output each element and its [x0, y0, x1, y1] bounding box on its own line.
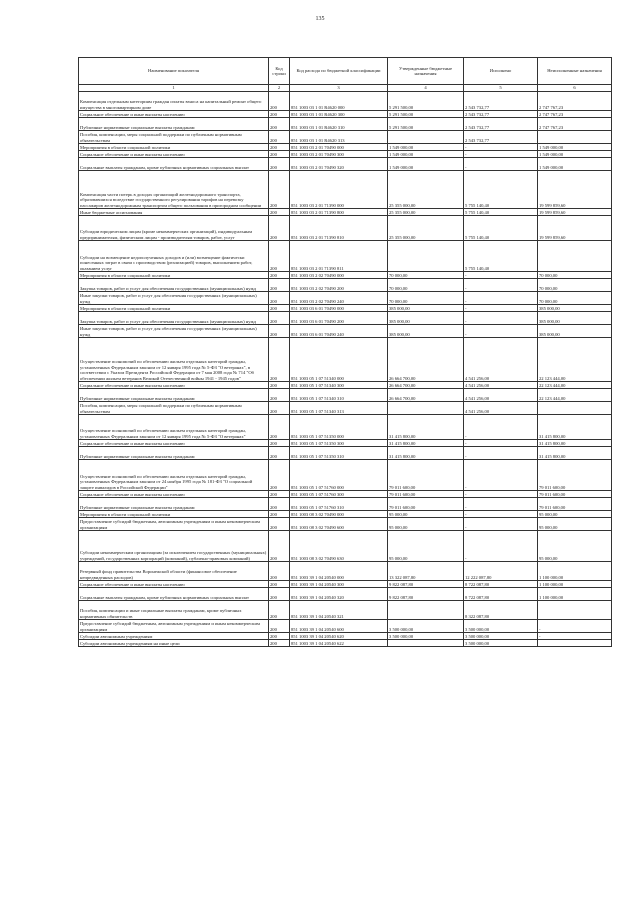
row-executed: - [464, 279, 538, 292]
row-approved: 3 500 000,00 [388, 620, 464, 633]
header-budget-code: Код расхода по бюджетной классификации [290, 58, 388, 85]
row-approved: 26 664 700,00 [388, 338, 464, 382]
row-name: Компенсация отдельным категориям граждан оплаты взноса на капитальный ремонт общего имущества в многоквартирном доме [79, 92, 269, 111]
row-executed: 2 543 732,77 [464, 118, 538, 131]
row-executed: - [464, 498, 538, 511]
row-budget-code: 851 1003 03 2 01 71390 800 [290, 209, 388, 216]
row-executed: 12 222 087,80 [464, 562, 538, 581]
row-budget-code: 851 1003 39 1 04 20540 600 [290, 620, 388, 633]
row-name: Иные закупки товаров, работ и услуг для обеспечения государственных (муниципальных) нужд [79, 292, 269, 305]
row-unexecuted: 79 011 600,00 [538, 460, 612, 491]
row-name: Публичные нормативные социальные выплаты гражданам [79, 447, 269, 460]
row-approved: 25 355 000,00 [388, 209, 464, 216]
row-approved: 25 355 000,00 [388, 216, 464, 241]
table-row [79, 272, 612, 279]
row-approved: 1 549 000,00 [388, 158, 464, 171]
table-row [79, 640, 612, 647]
row-line-code: 200 [269, 118, 290, 131]
row-name: Социальное обеспечение и иные выплаты населению [79, 111, 269, 118]
row-approved: 26 664 700,00 [388, 382, 464, 389]
table-row [79, 131, 612, 144]
row-approved: 5 291 500,00 [388, 111, 464, 118]
row-unexecuted: 1 100 000,00 [538, 588, 612, 601]
row-budget-code: 851 1003 03 2 02 70490 000 [290, 272, 388, 279]
row-line-code: 200 [269, 531, 290, 562]
row-unexecuted: 31 415 800,00 [538, 415, 612, 440]
table-row [79, 292, 612, 305]
row-executed: 8 322 087,80 [464, 601, 538, 620]
row-unexecuted [538, 131, 612, 144]
column-index-row [79, 85, 612, 92]
row-name: Мероприятия в области социальной политики [79, 272, 269, 279]
table-row [79, 460, 612, 491]
row-budget-code: 851 1003 03 2 01 71390 810 [290, 216, 388, 241]
row-line-code: 200 [269, 279, 290, 292]
row-line-code: 200 [269, 131, 290, 144]
row-executed: - [464, 292, 538, 305]
row-budget-code: 851 1003 05 1 07 51350 310 [290, 447, 388, 460]
row-unexecuted: 19 599 859,60 [538, 171, 612, 209]
row-name: Социальное обеспечение и иные выплаты населению [79, 581, 269, 588]
column-index: 3 [290, 85, 388, 92]
row-unexecuted [538, 601, 612, 620]
row-line-code: 200 [269, 171, 290, 209]
row-budget-code: 851 1003 03 2 02 70490 240 [290, 292, 388, 305]
row-executed: 8 722 087,80 [464, 581, 538, 588]
row-unexecuted: 31 415 800,00 [538, 440, 612, 447]
row-approved: 9 822 087,80 [388, 581, 464, 588]
row-budget-code: 851 1003 05 1 07 51760 000 [290, 460, 388, 491]
row-name: Пособия, компенсации, меры социальной поддержки по публичным нормативным обязательствам [79, 402, 269, 415]
row-approved: 70 000,00 [388, 279, 464, 292]
table-row [79, 279, 612, 292]
row-name: Пособия, компенсации и иные социальные выплаты гражданам, кроме публичных нормативных обязательств [79, 601, 269, 620]
row-approved: 79 011 600,00 [388, 491, 464, 498]
row-line-code: 200 [269, 325, 290, 338]
row-executed: 4 541 256,00 [464, 402, 538, 415]
row-executed: 4 541 256,00 [464, 389, 538, 402]
table-row [79, 581, 612, 588]
row-executed: - [464, 305, 538, 312]
row-line-code: 200 [269, 402, 290, 415]
row-name: Предоставление субсидий бюджетным, автономным учреждениям и иным некоммерческим организациям [79, 620, 269, 633]
table-row [79, 491, 612, 498]
table-row [79, 216, 612, 241]
table-row [79, 633, 612, 640]
row-line-code: 200 [269, 144, 290, 151]
row-line-code: 200 [269, 581, 290, 588]
row-unexecuted: - [538, 620, 612, 633]
row-unexecuted: 22 123 444,00 [538, 338, 612, 382]
row-approved: 70 000,00 [388, 272, 464, 279]
row-unexecuted: 70 000,00 [538, 292, 612, 305]
row-unexecuted: 2 747 767,23 [538, 118, 612, 131]
column-index: 4 [388, 85, 464, 92]
row-name: Социальное обеспечение и иные выплаты населению [79, 491, 269, 498]
row-executed: - [464, 415, 538, 440]
table-row [79, 158, 612, 171]
row-unexecuted: 1 549 000,00 [538, 144, 612, 151]
row-budget-code: 851 1003 39 1 04 20540 000 [290, 562, 388, 581]
row-line-code: 200 [269, 305, 290, 312]
table-row [79, 518, 612, 531]
row-approved: 13 322 087,80 [388, 562, 464, 581]
row-line-code: 200 [269, 312, 290, 325]
row-unexecuted: 19 599 859,60 [538, 209, 612, 216]
table-row [79, 144, 612, 151]
row-approved [388, 640, 464, 647]
row-name: Социальное обеспечение и иные выплаты населению [79, 151, 269, 158]
row-line-code: 200 [269, 216, 290, 241]
row-name: Субсидии некоммерческим организациям (за исключением государственных (муниципальных) учреждений, государственных корпораций (компаний), публично-правовых компаний) [79, 531, 269, 562]
row-line-code: 200 [269, 620, 290, 633]
row-approved: 95 000,00 [388, 511, 464, 518]
row-line-code: 200 [269, 272, 290, 279]
row-budget-code: 851 1003 03 2 01 71390 000 [290, 171, 388, 209]
row-line-code: 200 [269, 491, 290, 498]
row-unexecuted: 70 000,00 [538, 279, 612, 292]
row-unexecuted: 95 000,00 [538, 511, 612, 518]
row-budget-code: 851 1003 39 1 04 20540 321 [290, 601, 388, 620]
row-name: Социальное обеспечение и иные выплаты населению [79, 382, 269, 389]
row-budget-code: 851 1003 39 1 04 20540 622 [290, 640, 388, 647]
row-name: Социальные выплаты гражданам, кроме публичных нормативных социальных выплат [79, 158, 269, 171]
row-approved: 31 415 800,00 [388, 440, 464, 447]
row-line-code: 200 [269, 389, 290, 402]
row-executed: - [464, 447, 538, 460]
table-row [79, 415, 612, 440]
row-executed: - [464, 312, 538, 325]
row-budget-code: 851 1003 39 1 04 20540 300 [290, 581, 388, 588]
row-name: Иные бюджетные ассигнования [79, 209, 269, 216]
row-approved [388, 601, 464, 620]
row-executed: 4 541 256,00 [464, 338, 538, 382]
row-unexecuted [538, 640, 612, 647]
row-approved: 1 549 000,00 [388, 151, 464, 158]
row-executed: - [464, 531, 538, 562]
row-unexecuted: 31 415 800,00 [538, 447, 612, 460]
row-unexecuted: 79 011 600,00 [538, 491, 612, 498]
table-row [79, 382, 612, 389]
row-approved: 26 664 700,00 [388, 389, 464, 402]
row-approved: 1 549 000,00 [388, 144, 464, 151]
row-name: Социальные выплаты гражданам, кроме публичных нормативных социальных выплат [79, 588, 269, 601]
row-budget-code: 851 1003 03 2 02 70490 200 [290, 279, 388, 292]
row-line-code: 200 [269, 209, 290, 216]
table-row [79, 447, 612, 460]
table-row [79, 171, 612, 209]
table-row [79, 305, 612, 312]
row-name: Закупка товаров, работ и услуг для обеспечения государственных (муниципальных) нужд [79, 279, 269, 292]
row-executed: 2 543 732,77 [464, 131, 538, 144]
row-approved [388, 131, 464, 144]
row-approved: 95 000,00 [388, 518, 464, 531]
row-unexecuted: 95 000,00 [538, 531, 612, 562]
row-executed: 5 755 140,40 [464, 241, 538, 272]
row-name: Субсидии юридическим лицам (кроме некоммерческих организаций), индивидуальным предпринимателям, физическим лицам - производителям товаров, работ, услуг [79, 216, 269, 241]
row-executed: - [464, 460, 538, 491]
row-executed: - [464, 272, 538, 279]
row-budget-code: 851 1003 05 1 07 51340 300 [290, 382, 388, 389]
row-executed: 5 755 140,40 [464, 171, 538, 209]
row-budget-code: 851 1003 05 1 07 51350 300 [290, 440, 388, 447]
row-line-code: 200 [269, 241, 290, 272]
row-budget-code: 851 1003 05 1 07 51760 310 [290, 498, 388, 511]
row-unexecuted: 385 000,00 [538, 305, 612, 312]
header-unexecuted: Неисполненные назначения [538, 58, 612, 85]
row-approved: 385 000,00 [388, 325, 464, 338]
table-row [79, 209, 612, 216]
row-budget-code: 851 1003 05 1 07 51340 000 [290, 338, 388, 382]
row-executed: - [464, 151, 538, 158]
column-index: 1 [79, 85, 269, 92]
row-executed: 4 541 256,00 [464, 382, 538, 389]
row-budget-code: 851 1003 05 1 07 51340 310 [290, 389, 388, 402]
row-executed: 5 755 140,40 [464, 209, 538, 216]
table-row [79, 111, 612, 118]
row-approved [388, 241, 464, 272]
table-row [79, 562, 612, 581]
row-unexecuted: 1 100 000,00 [538, 562, 612, 581]
row-executed: 3 500 000,00 [464, 633, 538, 640]
row-unexecuted: 2 747 767,23 [538, 92, 612, 111]
page-number: 135 [315, 16, 325, 22]
row-executed: - [464, 518, 538, 531]
row-unexecuted: 1 549 000,00 [538, 151, 612, 158]
table-row [79, 325, 612, 338]
row-line-code: 200 [269, 460, 290, 491]
row-budget-code: 851 1003 08 3 02 70490 630 [290, 531, 388, 562]
table-row [79, 511, 612, 518]
row-unexecuted: 2 747 767,23 [538, 111, 612, 118]
header-name: Наименование показателя [79, 58, 269, 85]
row-budget-code: 851 1003 03 1 01 R4620 313 [290, 131, 388, 144]
row-approved: 79 011 600,00 [388, 460, 464, 491]
row-approved: 385 000,00 [388, 305, 464, 312]
row-name: Субсидии на возмещение недополученных доходов и (или) возмещение фактически понесенных затрат в связи с производством (реализацией) товаров, выполнением работ, оказанием услуг [79, 241, 269, 272]
row-line-code: 200 [269, 588, 290, 601]
row-unexecuted: 22 123 444,00 [538, 382, 612, 389]
row-line-code: 200 [269, 562, 290, 581]
row-approved: 5 291 500,00 [388, 92, 464, 111]
row-executed: 3 500 000,00 [464, 620, 538, 633]
row-name: Субсидии автономным учреждениям [79, 633, 269, 640]
table-row [79, 338, 612, 382]
row-name: Мероприятия в области социальной политики [79, 511, 269, 518]
table-row [79, 440, 612, 447]
row-name: Публичные нормативные социальные выплаты гражданам [79, 118, 269, 131]
row-unexecuted: 385 000,00 [538, 325, 612, 338]
row-name: Предоставление субсидий бюджетным, автономным учреждениям и иным некоммерческим организациям [79, 518, 269, 531]
row-budget-code: 851 1003 03 6 01 70490 000 [290, 305, 388, 312]
row-executed: 5 755 140,40 [464, 216, 538, 241]
table-row [79, 620, 612, 633]
row-line-code: 200 [269, 440, 290, 447]
row-name: Резервный фонд правительства Воронежской области (финансовое обеспечение непредвиденных расходов) [79, 562, 269, 581]
row-approved [388, 402, 464, 415]
header-executed: Исполнено [464, 58, 538, 85]
row-line-code: 200 [269, 447, 290, 460]
row-unexecuted: 95 000,00 [538, 518, 612, 531]
row-line-code: 200 [269, 633, 290, 640]
table-row [79, 92, 612, 111]
row-line-code: 200 [269, 518, 290, 531]
row-name: Осуществление полномочий по обеспечению жильем отдельных категорий граждан, установленных Федеральным законом от 12 января 1995 года № 5-ФЗ "О ветеранах", в соответствии с Указом Президента Российской Федерации от 7 мая 2008 года № 714 "Об обеспечении жильем ветеранов Великой Отечественной войны 1941 - 1945 годов" [79, 338, 269, 382]
row-executed: 8 722 087,80 [464, 588, 538, 601]
row-line-code: 200 [269, 292, 290, 305]
row-executed: 2 543 732,77 [464, 92, 538, 111]
table-row [79, 531, 612, 562]
header-line-code: Код строки [269, 58, 290, 85]
row-name: Публичные нормативные социальные выплаты гражданам [79, 498, 269, 511]
row-line-code: 200 [269, 601, 290, 620]
row-unexecuted: 79 011 600,00 [538, 498, 612, 511]
row-approved: 3 500 000,00 [388, 633, 464, 640]
row-name: Субсидии автономным учреждениям на иные цели [79, 640, 269, 647]
row-name: Пособия, компенсации, меры социальной поддержки по публичным нормативным обязательствам [79, 131, 269, 144]
row-budget-code: 851 1003 03 6 01 70490 200 [290, 312, 388, 325]
row-approved: 9 822 087,80 [388, 588, 464, 601]
row-name: Иные закупки товаров, работ и услуг для обеспечения государственных (муниципальных) нужд [79, 325, 269, 338]
row-unexecuted: 1 100 000,00 [538, 581, 612, 588]
row-line-code: 200 [269, 111, 290, 118]
row-line-code: 200 [269, 511, 290, 518]
table-row [79, 118, 612, 131]
row-unexecuted: 385 000,00 [538, 312, 612, 325]
row-approved: 25 355 000,00 [388, 171, 464, 209]
row-line-code: 200 [269, 151, 290, 158]
row-name: Закупка товаров, работ и услуг для обеспечения государственных (муниципальных) нужд [79, 312, 269, 325]
row-approved: 79 011 600,00 [388, 498, 464, 511]
row-approved: 31 415 800,00 [388, 447, 464, 460]
row-executed: - [464, 144, 538, 151]
row-budget-code: 851 1003 39 1 04 20540 620 [290, 633, 388, 640]
row-budget-code: 851 1003 03 6 01 70490 240 [290, 325, 388, 338]
row-budget-code: 851 1003 39 1 04 20540 320 [290, 588, 388, 601]
row-budget-code: 851 1003 05 1 07 51340 313 [290, 402, 388, 415]
row-executed: - [464, 511, 538, 518]
row-line-code: 200 [269, 92, 290, 111]
row-line-code: 200 [269, 415, 290, 440]
row-unexecuted [538, 241, 612, 272]
row-line-code: 200 [269, 158, 290, 171]
row-budget-code: 851 1003 03 2 01 70490 300 [290, 151, 388, 158]
row-executed: 2 543 732,77 [464, 111, 538, 118]
row-executed: - [464, 440, 538, 447]
table-row [79, 241, 612, 272]
row-budget-code: 851 1003 08 3 02 70490 600 [290, 518, 388, 531]
row-approved: 31 415 800,00 [388, 415, 464, 440]
row-approved: 5 291 500,00 [388, 118, 464, 131]
row-budget-code: 851 1003 03 1 01 R4620 000 [290, 92, 388, 111]
row-approved: 385 000,00 [388, 312, 464, 325]
table-row [79, 402, 612, 415]
row-line-code: 200 [269, 382, 290, 389]
row-name: Компенсация части потерь в доходах организаций железнодорожного транспорта, образовавшихся вследствие государственного регулирования тарифов на перевозку пассажиров железнодорожным транспортом общего пользования в пригородном сообщении [79, 171, 269, 209]
budget-execution-table [78, 57, 612, 647]
column-index: 2 [269, 85, 290, 92]
row-unexecuted: 22 123 444,00 [538, 389, 612, 402]
row-line-code: 200 [269, 338, 290, 382]
table-row [79, 151, 612, 158]
row-unexecuted: - [538, 633, 612, 640]
row-executed: - [464, 158, 538, 171]
row-name: Социальное обеспечение и иные выплаты населению [79, 440, 269, 447]
table-row [79, 588, 612, 601]
row-unexecuted: 1 549 000,00 [538, 158, 612, 171]
row-name: Осуществление полномочий по обеспечению жильем отдельных категорий граждан, установленных Федеральным законом от 24 ноября 1995 года № 181-ФЗ "О социальной защите инвалидов в Российской Федерации" [79, 460, 269, 491]
row-unexecuted: 19 599 859,60 [538, 216, 612, 241]
row-executed: - [464, 325, 538, 338]
row-budget-code: 851 1003 03 2 01 70490 320 [290, 158, 388, 171]
row-line-code: 200 [269, 640, 290, 647]
row-budget-code: 851 1003 08 3 02 70490 000 [290, 511, 388, 518]
row-approved: 70 000,00 [388, 292, 464, 305]
row-budget-code: 851 1003 03 2 01 71390 811 [290, 241, 388, 272]
row-budget-code: 851 1003 03 1 01 R4620 300 [290, 111, 388, 118]
table-header-row [79, 58, 612, 85]
row-budget-code: 851 1003 03 1 01 R4620 310 [290, 118, 388, 131]
row-name: Публичные нормативные социальные выплаты гражданам [79, 389, 269, 402]
row-budget-code: 851 1003 05 1 07 51350 000 [290, 415, 388, 440]
row-budget-code: 851 1003 03 2 01 70490 000 [290, 144, 388, 151]
row-line-code: 200 [269, 498, 290, 511]
column-index: 6 [538, 85, 612, 92]
row-name: Мероприятия в области социальной политики [79, 305, 269, 312]
row-budget-code: 851 1003 05 1 07 51760 300 [290, 491, 388, 498]
row-executed: - [464, 491, 538, 498]
table-row [79, 601, 612, 620]
row-executed: 3 500 000,00 [464, 640, 538, 647]
column-index: 5 [464, 85, 538, 92]
table-row [79, 389, 612, 402]
row-name: Мероприятия в области социальной политики [79, 144, 269, 151]
table-row [79, 312, 612, 325]
header-approved: Утвержденные бюджетные назначения [388, 58, 464, 85]
table-row [79, 498, 612, 511]
row-name: Осуществление полномочий по обеспечению жильем отдельных категорий граждан, установленных Федеральным законом от 12 января 1995 года № 5-ФЗ "О ветеранах" [79, 415, 269, 440]
row-unexecuted: 70 000,00 [538, 272, 612, 279]
row-unexecuted [538, 402, 612, 415]
row-approved: 95 000,00 [388, 531, 464, 562]
